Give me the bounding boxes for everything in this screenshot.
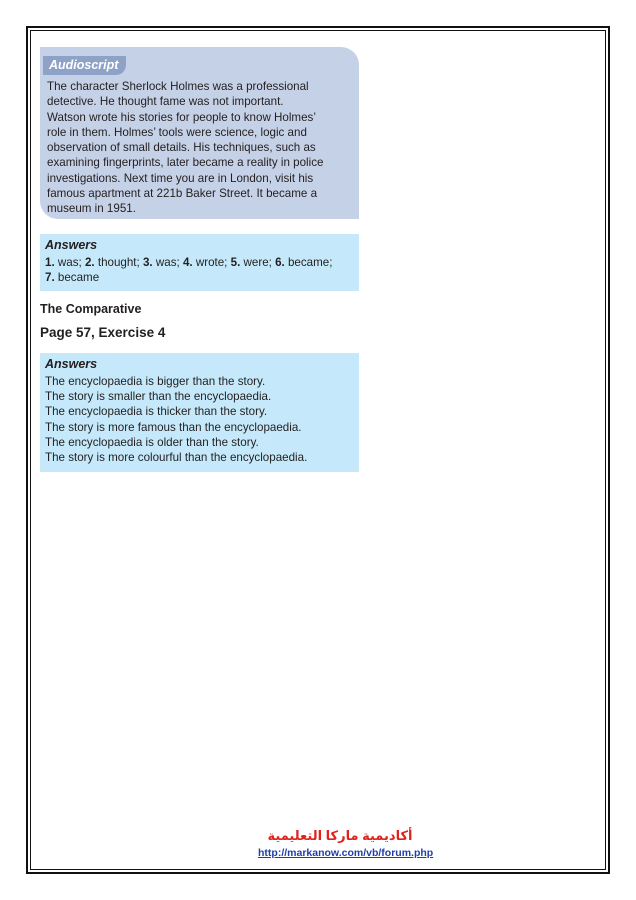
answer-word: was; (54, 256, 85, 269)
answers-list (45, 255, 353, 285)
answer-number: 2. (84, 256, 95, 269)
answer-word: were; (240, 256, 276, 269)
footer-forum-link[interactable]: http://markanow.com/vb/forum.php (258, 847, 434, 859)
answers-heading: Answers (45, 238, 98, 252)
audioscript-box (40, 47, 359, 219)
audioscript-line: Watson wrote his stories for people to know Holmes’ (47, 110, 316, 124)
answer-word: was; (152, 256, 183, 269)
audioscript-line: observation of small details. His techniques, such as (47, 141, 316, 155)
answer-number: 1. (45, 256, 55, 269)
audioscript-line: examining fingerprints, later became a reality in police (47, 156, 324, 170)
audioscript-line: role in them. Holmes’ tools were science, logic and (47, 125, 307, 139)
answer-number: 6. (275, 256, 285, 269)
answer-sentence: The encyclopaedia is older than the story. (45, 435, 259, 449)
answer-sentence: The story is more famous than the encyclopaedia. (45, 420, 302, 434)
answer-word: thought; (94, 256, 143, 269)
section-subtitle: Page 57, Exercise 4 (40, 325, 166, 340)
answers-sentences (45, 374, 353, 465)
footer-academy-text: أكاديمية ماركا التعليمية (267, 828, 413, 843)
answer-sentence: The encyclopaedia is bigger than the story. (45, 375, 266, 388)
audioscript-text (47, 79, 351, 217)
answer-word: became; (284, 256, 333, 269)
audioscript-line: famous apartment at 221b Baker Street. It became a (47, 187, 318, 201)
answer-word: became (54, 271, 100, 285)
answers-heading: Answers (45, 357, 98, 371)
audioscript-line: The character Sherlock Holmes was a professional (47, 80, 309, 93)
answer-number: 5. (230, 256, 241, 269)
answer-sentence: The encyclopaedia is thicker than the story. (45, 405, 268, 419)
audioscript-line: museum in 1951. (47, 202, 136, 216)
section-title: The Comparative (40, 302, 142, 316)
audioscript-label: Audioscript (43, 56, 126, 75)
audioscript-line: detective. He thought fame was not important. (47, 95, 284, 109)
answers-box-2 (40, 353, 359, 472)
audioscript-line: investigations. Next time you are in London, visit his (47, 171, 314, 185)
answer-sentence: The story is smaller than the encyclopaedia. (45, 390, 272, 404)
footer-academy-name (0, 828, 636, 844)
answer-number: 7. (45, 271, 55, 285)
answer-number: 4. (182, 256, 193, 269)
answer-word: wrote; (192, 256, 231, 269)
answer-sentence: The story is more colourful than the encyclopaedia. (45, 451, 308, 465)
answer-number: 3. (142, 256, 153, 269)
answers-box-1 (40, 234, 359, 291)
